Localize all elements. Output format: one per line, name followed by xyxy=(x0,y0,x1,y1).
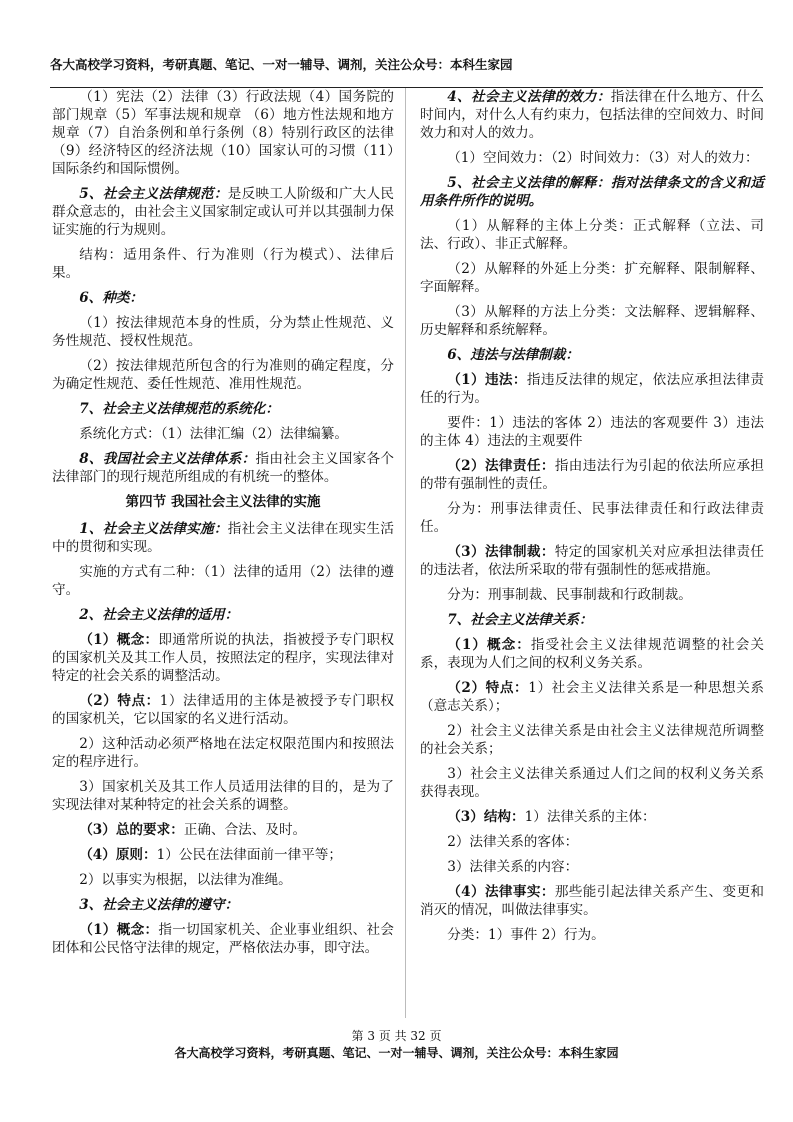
paragraph: 4、社会主义法律的效力：指法律在什么地方、什么时间内，对什么人有约束力，包括法律的空间效力、时间效力和对人的效力。 xyxy=(420,89,764,141)
paragraph: 8、我国社会主义法律体系：指由社会主义国家各个法律部门的现行规范所组成的有机统一的整体。 xyxy=(52,451,394,485)
item-label: （2）特点： xyxy=(79,693,160,709)
paragraph: （2）按法律规范所包含的行为准则的确定程度，分为确定性规范、委任性规范、准用性规范。 xyxy=(52,358,394,392)
item-label: （1）概念： xyxy=(79,632,159,648)
paragraph: （3）从解释的方法上分类：文法解释、逻辑解释、历史解释和系统解释。 xyxy=(420,304,764,338)
paragraph: （1）概念：即通常所说的执法，指被授予专门职权的国家机关及其工作人员，按照法定的程序，实现法律对特定的社会关系的调整活动。 xyxy=(52,632,394,684)
term-heading: 4、社会主义法律的效力： xyxy=(447,89,611,105)
paragraph: （1）按法律规范本身的性质，分为禁止性规范、义务性规范、授权性规范。 xyxy=(52,315,394,349)
paragraph: （3）总的要求：正确、合法、及时。 xyxy=(79,822,307,838)
paragraph: 分为：刑事制裁、民事制裁和行政制裁。 xyxy=(447,587,692,603)
item-label: （2）特点： xyxy=(447,680,529,696)
paragraph: （4）原则：1）公民在法律面前一律平等； xyxy=(79,847,342,863)
paragraph: 结构：适用条件、行为准则（行为模式）、法律后果。 xyxy=(52,247,394,281)
paragraph: 2）社会主义法律关系是由社会主义法律规范所调整的社会关系； xyxy=(420,723,764,757)
paragraph: （3）法律制裁：特定的国家机关对应承担法律责任的违法者，依法所采取的带有强制性的惩戒措施。 xyxy=(420,544,765,578)
paragraph: 实施的方式有二种：（1）法律的适用（2）法律的遵守。 xyxy=(52,564,394,598)
paragraph: 3）社会主义法律关系通过人们之间的权利义务关系获得表现。 xyxy=(420,766,764,800)
paragraph: 5、社会主义法律规范：是反映工人阶级和广大人民群众意志的，由社会主义国家制定或认可并以其强制力保证实施的行为规则。 xyxy=(52,186,394,238)
paragraph: 分为：刑事法律责任、民事法律责任和行政法律责任。 xyxy=(420,501,764,535)
item-label: （4）法律事实： xyxy=(447,884,555,900)
paragraph: （1）从解释的主体上分类：正式解释（立法、司法、行政）、非正式解释。 xyxy=(420,218,764,252)
item-label: （1）概念： xyxy=(447,637,531,653)
term-heading: 8、我国社会主义法律体系： xyxy=(79,451,256,467)
paragraph: 6、种类： xyxy=(79,290,144,306)
item-label: （1）概念： xyxy=(79,922,159,938)
paragraph: （1）宪法（2）法律（3）行政法规（4）国务院的部门规章（5）军事法规和规章 （6）地方性法规和地方规章（7）自治条例和单行条例（8）特别行政区的法律（9）经济特区的经济法规（10）国家认可的习惯（11）国际条约和国际惯例。 xyxy=(52,89,394,177)
paragraph: 3）法律关系的内容： xyxy=(447,859,579,875)
paragraph: （2）从解释的外延上分类：扩充解释、限制解释、字面解释。 xyxy=(420,261,764,295)
paragraph: （2）特点：1）法律适用的主体是被授予专门职权的国家机关，它以国家的名义进行活动。 xyxy=(52,693,394,727)
paragraph: （2）法律责任：指由违法行为引起的依法所应承担的带有强制性的责任。 xyxy=(420,458,765,492)
paragraph: 2、社会主义法律的适用： xyxy=(79,607,239,623)
paragraph: （1）空间效力：（2）时间效力：（3）对人的效力： xyxy=(447,150,759,166)
paragraph: （2）特点：1）社会主义法律关系是一种思想关系（意志关系）； xyxy=(420,680,764,714)
left-column xyxy=(52,88,394,964)
item-label: （3）总的要求： xyxy=(79,822,184,838)
item-label: （3）法律制裁： xyxy=(447,544,555,560)
column-divider xyxy=(405,88,406,1018)
item-label: （2）法律责任： xyxy=(447,458,555,474)
paragraph: 1、社会主义法律实施：指社会主义法律在现实生活中的贯彻和实现。 xyxy=(52,521,394,555)
term-heading: 1、社会主义法律实施： xyxy=(79,521,228,537)
paragraph: 5、社会主义法律的解释：指对法律条文的含义和适用条件所作的说明。 xyxy=(420,175,764,209)
page-number: 第 3 页 共 32 页 xyxy=(351,1029,442,1043)
section-title: 第四节 我国社会主义法律的实施 xyxy=(125,494,321,510)
paragraph: 2）以事实为根据，以法律为准绳。 xyxy=(79,872,292,888)
paragraph: 3）国家机关及其工作人员适用法律的目的，是为了实现法律对某种特定的社会关系的调整。 xyxy=(52,779,394,813)
paragraph: 7、社会主义法律关系： xyxy=(447,612,593,628)
paragraph: 2）这种活动必须严格地在法定权限范围内和按照法定的程序进行。 xyxy=(52,736,394,770)
paragraph: （1）违法：指违反法律的规定，依法应承担法律责任的行为。 xyxy=(420,372,764,406)
paragraph: 3、社会主义法律的遵守： xyxy=(79,897,239,913)
paragraph: 7、社会主义法律规范的系统化： xyxy=(79,401,279,417)
item-label: （3）结构： xyxy=(447,809,525,825)
paragraph: （1）概念：指一切国家机关、企业事业组织、社会团体和公民恪守法律的规定，严格依法办事，即守法。 xyxy=(52,922,394,956)
page-header: 各大高校学习资料，考研真题、笔记、一对一辅导、调剂，关注公众号：本科生家园 xyxy=(50,57,513,72)
paragraph: 要件：1）违法的客体 2）违法的客观要件 3）违法的主体 4）违法的主观要件 xyxy=(420,415,764,449)
paragraph: 系统化方式：（1）法律汇编（2）法律编纂。 xyxy=(79,426,348,442)
page-footer: 各大高校学习资料，考研真题、笔记、一对一辅导、调剂，关注公众号：本科生家园 xyxy=(174,1046,619,1060)
item-label: （1）违法： xyxy=(447,372,527,388)
term-heading: 5、社会主义法律规范： xyxy=(79,186,228,202)
paragraph: 2）法律关系的客体： xyxy=(447,834,579,850)
paragraph: 6、违法与法律制裁： xyxy=(447,347,579,363)
paragraph: （1）概念：指受社会主义法律规范调整的社会关系，表现为人们之间的权利义务关系。 xyxy=(420,637,764,671)
paragraph: 分类：1）事件 2）行为。 xyxy=(447,927,605,943)
paragraph: （3）结构：1）法律关系的主体： xyxy=(447,809,656,825)
right-column xyxy=(420,88,764,951)
paragraph: （4）法律事实：那些能引起法律关系产生、变更和消灭的情况，叫做法律事实。 xyxy=(420,884,765,918)
item-label: （4）原则： xyxy=(79,847,157,863)
